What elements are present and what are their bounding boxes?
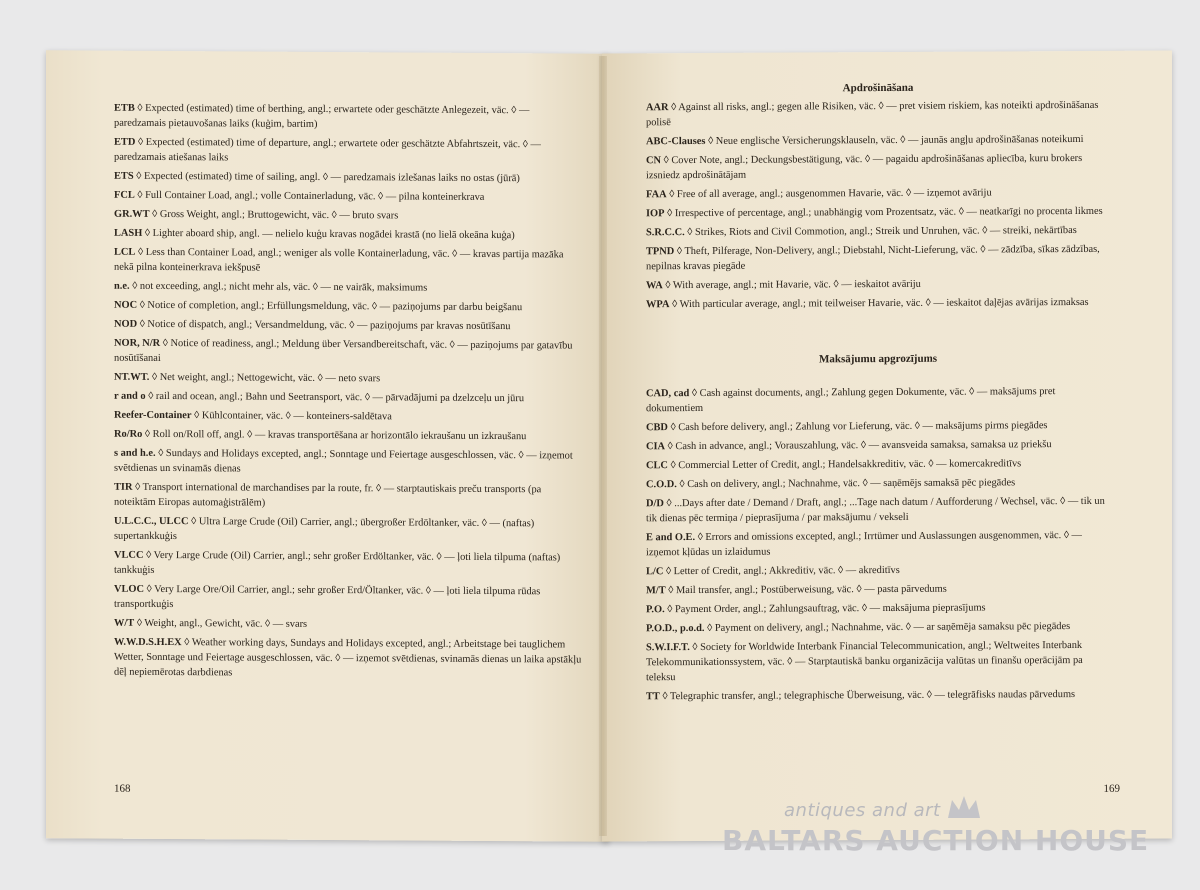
open-book [46, 52, 1172, 840]
entry-abbreviation: NT.WT. [114, 371, 150, 383]
glossary-entry [114, 480, 583, 513]
entry-abbreviation: WA [646, 280, 663, 292]
entry-abbreviation: S.W.I.F.T. [646, 642, 690, 654]
entry-definition: ◊ With particular average, angl.; mit teilweiser Havarie, väc. ◊ — ieskaitot daļējas avārijas izmaksas [672, 296, 1089, 311]
glossary-entry [114, 279, 583, 297]
entry-definition: ◊ Weight, angl., Gewicht, väc. ◊ — svars [136, 617, 308, 630]
book-gutter [599, 56, 607, 836]
glossary-entry [646, 295, 1110, 312]
glossary-entry [646, 562, 1110, 579]
entry-definition: ◊ Theft, Pilferage, Non-Delivery, angl.; Diebstahl, Nicht-Lieferung, väc. ◊ — zādzība, sīkas zādzības, nepilnas kravas piegāde [646, 243, 1100, 273]
entry-definition: ◊ Kühlcontainer, väc. ◊ — konteiners-saldētava [194, 410, 392, 423]
entry-definition: ◊ rail and ocean, angl.; Bahn und Seetransport, väc. ◊ — pārvadājumi pa dzelzceļu un jūru [148, 390, 525, 405]
glossary-entry [646, 687, 1110, 704]
entry-abbreviation: TIR [114, 481, 133, 493]
entry-abbreviation: ETS [114, 170, 134, 182]
glossary-entry [646, 98, 1110, 130]
entry-abbreviation: E and O.E. [646, 532, 696, 544]
entry-definition: ◊ Very Large Ore/Oil Carrier, angl.; sehr großer Erd/Öltanker, väc. ◊ — ļoti liela tilpuma rūdas transportkuģis [114, 583, 541, 611]
glossary-entry [114, 370, 583, 388]
right-page [602, 51, 1172, 842]
entry-abbreviation: TT [646, 691, 660, 703]
glossary-entry [646, 619, 1110, 636]
entry-abbreviation: TPND [646, 246, 675, 258]
entry-abbreviation: D/D [646, 498, 664, 510]
glossary-entry [114, 188, 583, 206]
entry-abbreviation: r and o [114, 390, 146, 402]
entry-definition: ◊ Commercial Letter of Credit, angl.; Handelsakkreditiv, väc. ◊ — komercakreditīvs [670, 458, 1022, 472]
entry-definition: ◊ Neue englische Versicherungsklauseln, väc. ◊ — jaunās angļu apdrošināšanas noteikumi [708, 133, 1084, 147]
glossary-entry [114, 226, 583, 244]
entry-definition: ◊ Cash on delivery, angl.; Nachnahme, väc. ◊ — saņēmējs samaksā pēc piegādes [679, 477, 1016, 491]
glossary-entry [114, 408, 583, 426]
entry-abbreviation: S.R.C.C. [646, 227, 685, 239]
glossary-entry [114, 635, 583, 683]
entry-definition: ◊ Cash before delivery, angl.; Zahlung vor Lieferung, väc. ◊ — maksājums pirms piegādes [670, 420, 1048, 434]
entry-definition: ◊ Weather working days, Sundays and Holidays excepted, angl.; Arbeitstage bei tauglichem Wetter, Sonntage und Feiertage ausgeschlossen, väc. ◊ — izņemot svētdienas, svinamās dienas un laika apstākļu dēļ nepiemērotas darbdienas [114, 637, 582, 679]
glossary-entry [646, 276, 1110, 293]
entry-definition: ◊ Society for Worldwide Interbank Financial Telecommunication, angl.; Weltweites Interbank Telekommunikationssystem, väc. ◊ — Starptautiskā banku organizācija valūtas un finanšu operācijām pa teleksu [646, 639, 1083, 684]
entry-abbreviation: CIA [646, 441, 666, 453]
glossary-entry [646, 600, 1110, 617]
entry-definition: ◊ Notice of completion, angl.; Erfüllungsmeldung, väc. ◊ — paziņojums par darbu beigšanu [139, 299, 523, 314]
glossary-entry [114, 336, 583, 369]
entry-definition: ◊ Roll on/Roll off, angl. ◊ — kravas transportēšana ar horizontālo iekraušanu un izkraušanu [144, 428, 527, 443]
glossary-entry [646, 437, 1110, 454]
glossary-entry [646, 494, 1110, 526]
entry-abbreviation: NOD [114, 318, 138, 330]
entry-abbreviation: NOC [114, 299, 138, 311]
glossary-entry [646, 581, 1110, 598]
entry-abbreviation: W.W.D.S.H.EX [114, 636, 182, 649]
glossary-entry [646, 132, 1110, 149]
entry-definition: ◊ Cash against documents, angl.; Zahlung gegen Dokumente, väc. ◊ — maksājums pret dokumentiem [646, 386, 1056, 415]
glossary-entry [114, 548, 583, 581]
glossary-entry [646, 638, 1110, 685]
entry-definition: ◊ Errors and omissions excepted, angl.; Irrtümer und Auslassungen ausgenommen, väc. ◊ — izņemot kļūdas un izlaidumus [646, 529, 1082, 559]
entry-abbreviation: VLOC [114, 583, 145, 595]
glossary-entry [646, 185, 1110, 202]
watermark-tagline: antiques and art [784, 800, 941, 821]
entry-definition: ◊ Expected (estimated) time of departure, angl.; erwartete oder geschätzte Abfahrtszeit, väc. ◊ — paredzamais atiešanas laiks [114, 136, 541, 164]
entry-abbreviation: CLC [646, 460, 668, 472]
entry-definition: ◊ Letter of Credit, angl.; Akkreditiv, väc. ◊ — akreditīvs [665, 564, 900, 578]
entry-definition: ◊ Strikes, Riots and Civil Commotion, angl.; Streik und Unruhen, väc. ◊ — streiki, nekārtības [687, 225, 1077, 239]
glossary-entry [114, 317, 583, 335]
glossary-entry [114, 389, 583, 407]
entry-abbreviation: C.O.D. [646, 479, 677, 491]
entry-definition: ◊ Expected (estimated) time of sailing, angl. ◊ — paredzamais izlešanas laiks no ostas (jūrā) [136, 170, 520, 185]
glossary-entry [114, 514, 583, 547]
entry-definition: ◊ Expected (estimated) time of berthing, angl.; erwartete oder geschätzte Anlegezeit, väc. ◊ — paredzamais pietauvošanas laiks (kuģim, bartim) [114, 102, 530, 130]
glossary-entry [646, 384, 1110, 416]
entry-abbreviation: IOP [646, 208, 665, 220]
entry-definition: ◊ Free of all average, angl.; ausgenommen Havarie, väc. ◊ — izņemot avāriju [669, 187, 992, 201]
entry-definition: ◊ Less than Container Load, angl.; weniger als volle Kontainerladung, väc. ◊ — kravas partija mazāka nekā pilna konteinerkrava iekšpusē [114, 246, 564, 274]
entry-abbreviation: FAA [646, 189, 667, 201]
entry-definition: ◊ With average, angl.; mit Havarie, väc. ◊ — ieskaitot avāriju [665, 278, 921, 292]
glossary-entry [114, 135, 583, 168]
entry-abbreviation: NOR, N/R [114, 337, 161, 349]
page-number-left: 168 [114, 782, 131, 795]
entry-abbreviation: VLCC [114, 549, 144, 561]
entry-definition: ◊ Ultra Large Crude (Oil) Carrier, angl.; übergroßer Erdöltanker, väc. ◊ — (naftas) supertankkuģis [114, 516, 535, 543]
entry-definition: ◊ Transport international de marchandises par la route, fr. ◊ — starptautiskais preču transports (pa noteiktām Eiropas automaģistrālēm) [114, 481, 542, 509]
glossary-entry [114, 245, 583, 278]
section-title-payments: Maksājumu apgrozījums [818, 352, 938, 366]
entry-abbreviation: Reefer-Container [114, 409, 192, 422]
entry-abbreviation: ETD [114, 136, 136, 148]
entry-abbreviation: Ro/Ro [114, 428, 143, 440]
entry-abbreviation: AAR [646, 102, 669, 114]
glossary-entry [114, 169, 583, 187]
entry-abbreviation: s and h.e. [114, 447, 156, 459]
entry-abbreviation: W/T [114, 617, 135, 629]
watermark-name: BALTARS AUCTION HOUSE [722, 824, 1150, 857]
entry-definition: ◊ Sundays and Holidays excepted, angl.; Sonntage und Feiertage ausgeschlossen, väc. ◊ — izņemot svētdienas un svinamās dienas [114, 447, 573, 475]
glossary-entry [646, 418, 1110, 435]
entry-abbreviation: L/C [646, 566, 664, 578]
glossary-entry [646, 475, 1110, 492]
entry-abbreviation: LASH [114, 227, 143, 239]
entry-definition: ◊ Payment on delivery, angl.; Nachnahme, väc. ◊ — ar saņēmēja samaksu pēc piegādes [707, 621, 1071, 634]
entry-abbreviation: LCL [114, 246, 136, 258]
entry-definition: ◊ Notice of readiness, angl.; Meldung über Versandbereitschaft, väc. ◊ — paziņojums par gatavību nosūtīšanai [114, 337, 573, 364]
entry-definition: ◊ Gross Weight, angl.; Bruttogewicht, väc. ◊ — bruto svars [152, 208, 399, 222]
entry-definition: ◊ Full Container Load, angl.; volle Containerladung, väc. ◊ — pilna konteinerkrava [137, 189, 485, 203]
entry-definition: ◊ Cash in advance, angl.; Vorauszahlung, väc. ◊ — avansveida samaksa, samaksa uz priekšu [667, 439, 1052, 453]
entry-abbreviation: WPA [646, 299, 670, 311]
entry-abbreviation: ETB [114, 102, 135, 114]
entry-abbreviation: FCL [114, 189, 135, 201]
glossary-entry [114, 101, 583, 134]
glossary-entry [646, 528, 1110, 560]
entry-definition: ◊ Notice of dispatch, angl.; Versandmeldung, väc. ◊ — paziņojums par kravas nosūtīšanu [139, 318, 511, 333]
glossary-entry [114, 446, 583, 479]
insurance-entries [646, 98, 1110, 312]
entry-definition: ◊ not exceeding, angl.; nicht mehr als, väc. ◊ — ne vairāk, maksimums [132, 280, 428, 294]
entry-definition: ◊ Irrespective of percentage, angl.; unabhängig vom Prozentsatz, väc. ◊ — neatkarīgi no procenta likmes [667, 205, 1103, 220]
entry-abbreviation: CBD [646, 422, 668, 434]
entry-definition: ◊ Against all risks, angl.; gegen alle Risiken, väc. ◊ — pret visiem riskiem, kas noteikti apdrošināšanas polisē [646, 99, 1099, 129]
glossary-entry [646, 242, 1110, 274]
entry-definition: ◊ Payment Order, angl.; Zahlungsauftrag, väc. ◊ — maksājuma pieprasījums [667, 602, 986, 616]
entry-abbreviation: P.O. [646, 604, 665, 616]
glossary-entry [646, 223, 1110, 240]
entry-definition: ◊ Lighter aboard ship, angl. — nelielo kuģu kravas nogādei krastā (no lielā okeāna kuģa) [144, 227, 515, 242]
crown-icon [944, 792, 984, 822]
glossary-entry [114, 582, 583, 615]
glossary-entry [114, 427, 583, 445]
left-page [46, 50, 609, 841]
entry-abbreviation: CAD, cad [646, 388, 690, 400]
entry-abbreviation: M/T [646, 585, 666, 597]
page-number-right: 169 [1103, 782, 1120, 795]
glossary-entry [646, 204, 1110, 221]
entry-abbreviation: ABC-Clauses [646, 135, 706, 148]
section-title-insurance: Apdrošināšana [842, 81, 914, 95]
entry-definition: ◊ Mail transfer, angl.; Postüberweisung, väc. ◊ — pasta pārvedums [668, 583, 947, 597]
glossary-entry [114, 207, 583, 225]
watermark [722, 790, 1150, 870]
entry-abbreviation: n.e. [114, 280, 130, 292]
entry-definition: ◊ Very Large Crude (Oil) Carrier, angl.; sehr großer Erdöltanker, väc. ◊ — ļoti liela tilpuma (naftas) tankkuģis [114, 549, 561, 576]
entry-abbreviation: P.O.D., p.o.d. [646, 622, 705, 635]
entry-abbreviation: CN [646, 155, 662, 167]
glossary-entry [646, 151, 1110, 183]
payment-entries [646, 384, 1110, 704]
entry-abbreviation: U.L.C.C., ULCC [114, 515, 189, 528]
entry-definition: ◊ Telegraphic transfer, angl.; telegraphische Überweisung, väc. ◊ — telegrāfisks naudas pārvedums [662, 689, 1076, 703]
entry-abbreviation: GR.WT [114, 208, 150, 220]
entry-definition: ◊ ...Days after date / Demand / Draft, angl.; ...Tage nach datum / Aufforderung / Wechsel, väc. ◊ — tik un tik dienas pēc termiņa / pieprasījuma / par maksājumu / vekseli [646, 495, 1105, 525]
glossary-entry [114, 298, 583, 316]
glossary-entry [646, 456, 1110, 473]
entry-definition: ◊ Net weight, angl.; Nettogewicht, väc. ◊ — neto svars [152, 371, 381, 385]
glossary-entry [114, 616, 583, 634]
left-entries [114, 101, 583, 683]
entry-definition: ◊ Cover Note, angl.; Deckungsbestätigung, väc. ◊ — pagaidu apdrošināšanas apliecība, kuru brokers izsniedz apdrošinātājam [646, 152, 1083, 182]
